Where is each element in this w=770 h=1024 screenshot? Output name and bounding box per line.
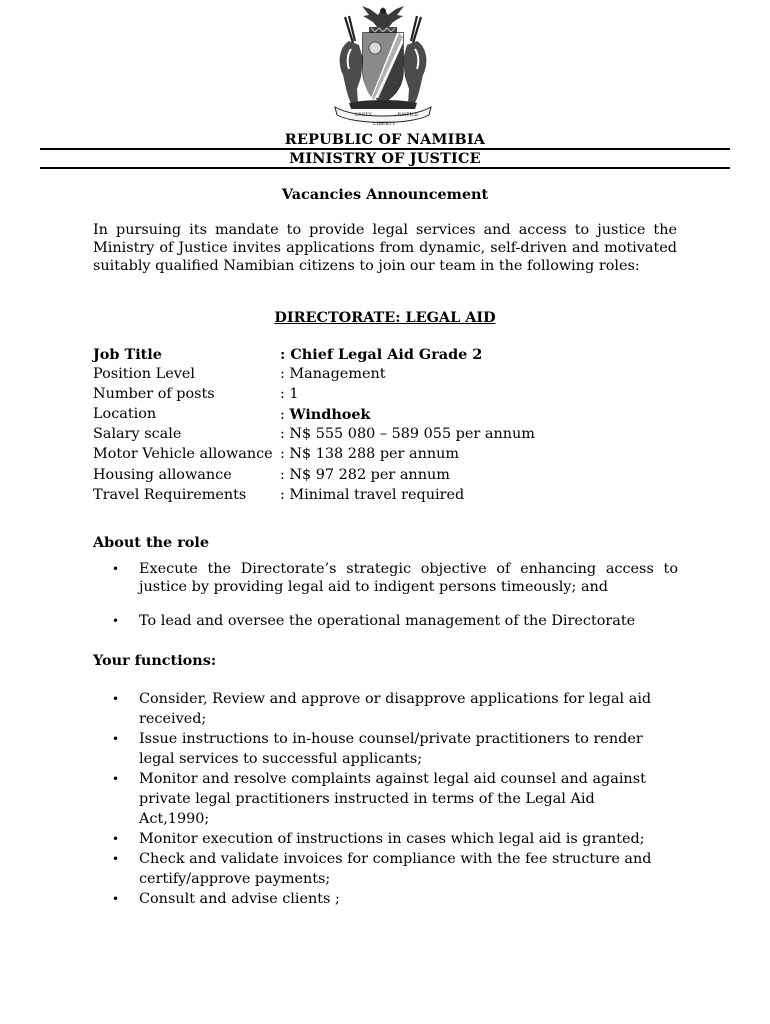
list-item-line: Monitor execution of instructions in cases which legal aid is granted; <box>139 831 645 847</box>
salary-scale-label: Salary scale <box>93 426 182 443</box>
job-title-label: Job Title <box>93 346 162 363</box>
list-item-line: Issue instructions to in-house counsel/private practitioners to render <box>139 731 643 747</box>
travel-requirements-value: : Minimal travel required <box>280 486 465 503</box>
list-item-text: To lead and oversee the operational management of the Directorate <box>139 613 636 629</box>
salary-scale-value: : N$ 555 080 – 589 055 per annum <box>280 426 535 443</box>
country-heading: REPUBLIC OF NAMIBIA <box>284 131 486 148</box>
location-label: Location <box>93 406 157 423</box>
functions-heading: Your functions: <box>93 652 217 669</box>
bullet-icon: • <box>112 692 120 706</box>
location-value-wrap <box>280 406 371 423</box>
bullet-icon: • <box>112 732 120 746</box>
document-title: Vacancies Announcement <box>281 186 489 203</box>
eagle-icon <box>362 6 404 27</box>
oryx-right-icon <box>403 16 426 103</box>
list-item-line: legal services to successful applicants; <box>139 751 423 767</box>
housing-allowance-value: : N$ 97 282 per annum <box>280 466 450 483</box>
list-item <box>112 689 678 729</box>
bullet-icon: • <box>112 832 120 846</box>
about-role-list <box>112 560 678 630</box>
list-item-line: certify/approve payments; <box>139 871 331 887</box>
bullet-icon: • <box>112 562 120 576</box>
position-level-value: : Management <box>280 366 386 383</box>
list-item <box>112 769 678 829</box>
coat-of-arms-logo <box>325 3 441 129</box>
list-item-line: Check and validate invoices for compliance with the fee structure and <box>139 851 652 867</box>
job-title-value: : Chief Legal Aid Grade 2 <box>280 346 483 363</box>
svg-text:UNITY: UNITY <box>355 112 373 118</box>
directorate-heading: DIRECTORATE: LEGAL AID <box>274 309 496 326</box>
list-item <box>112 829 678 849</box>
about-role-heading: About the role <box>93 534 210 551</box>
list-item-line: Consider, Review and approve or disapprove applications for legal aid <box>139 691 652 707</box>
number-of-posts-value: : 1 <box>280 386 299 403</box>
number-of-posts-label: Number of posts <box>93 386 215 403</box>
list-item-line: Monitor and resolve complaints against legal aid counsel and against <box>139 771 646 787</box>
bullet-icon: • <box>112 614 120 628</box>
travel-requirements-label: Travel Requirements <box>93 486 247 503</box>
list-item <box>112 612 678 630</box>
list-item-line: Consult and advise clients ; <box>139 891 340 907</box>
motor-vehicle-allowance-value: : N$ 138 288 per annum <box>280 446 460 463</box>
location-prefix: : <box>280 407 290 424</box>
bullet-icon: • <box>112 772 120 786</box>
location-value: Windhoek <box>289 406 371 424</box>
bullet-icon: • <box>112 852 120 866</box>
list-item-line: received; <box>139 711 207 727</box>
position-level-label: Position Level <box>93 366 195 383</box>
svg-text:LIBERTY: LIBERTY <box>373 121 396 127</box>
list-item-text: Execute the Directorate’s strategic objective of enhancing access to justice by providing legal aid to indigent persons timeously; and <box>139 561 678 595</box>
intro-paragraph: In pursuing its mandate to provide legal services and access to justice the Ministry of Justice invites applications from dynamic, self-driven and motivated suitably qualified Namibian citizens to join our team in the following roles: <box>93 222 677 274</box>
motor-vehicle-allowance-label: Motor Vehicle allowance <box>93 446 273 463</box>
list-item <box>112 729 678 769</box>
shield-icon <box>363 33 403 103</box>
housing-allowance-label: Housing allowance <box>93 466 232 483</box>
oryx-left-icon <box>340 16 363 103</box>
list-item <box>112 560 678 596</box>
bullet-icon: • <box>112 892 120 906</box>
ministry-heading: MINISTRY OF JUSTICE <box>289 150 481 167</box>
functions-list <box>112 689 678 909</box>
list-item <box>112 849 678 889</box>
list-item <box>112 889 678 909</box>
list-item-line: Act,1990; <box>139 811 210 827</box>
svg-text:JUSTICE: JUSTICE <box>397 112 419 118</box>
list-item-line: private legal practitioners instructed in terms of the Legal Aid <box>139 791 595 807</box>
header-divider-bottom <box>40 167 730 169</box>
